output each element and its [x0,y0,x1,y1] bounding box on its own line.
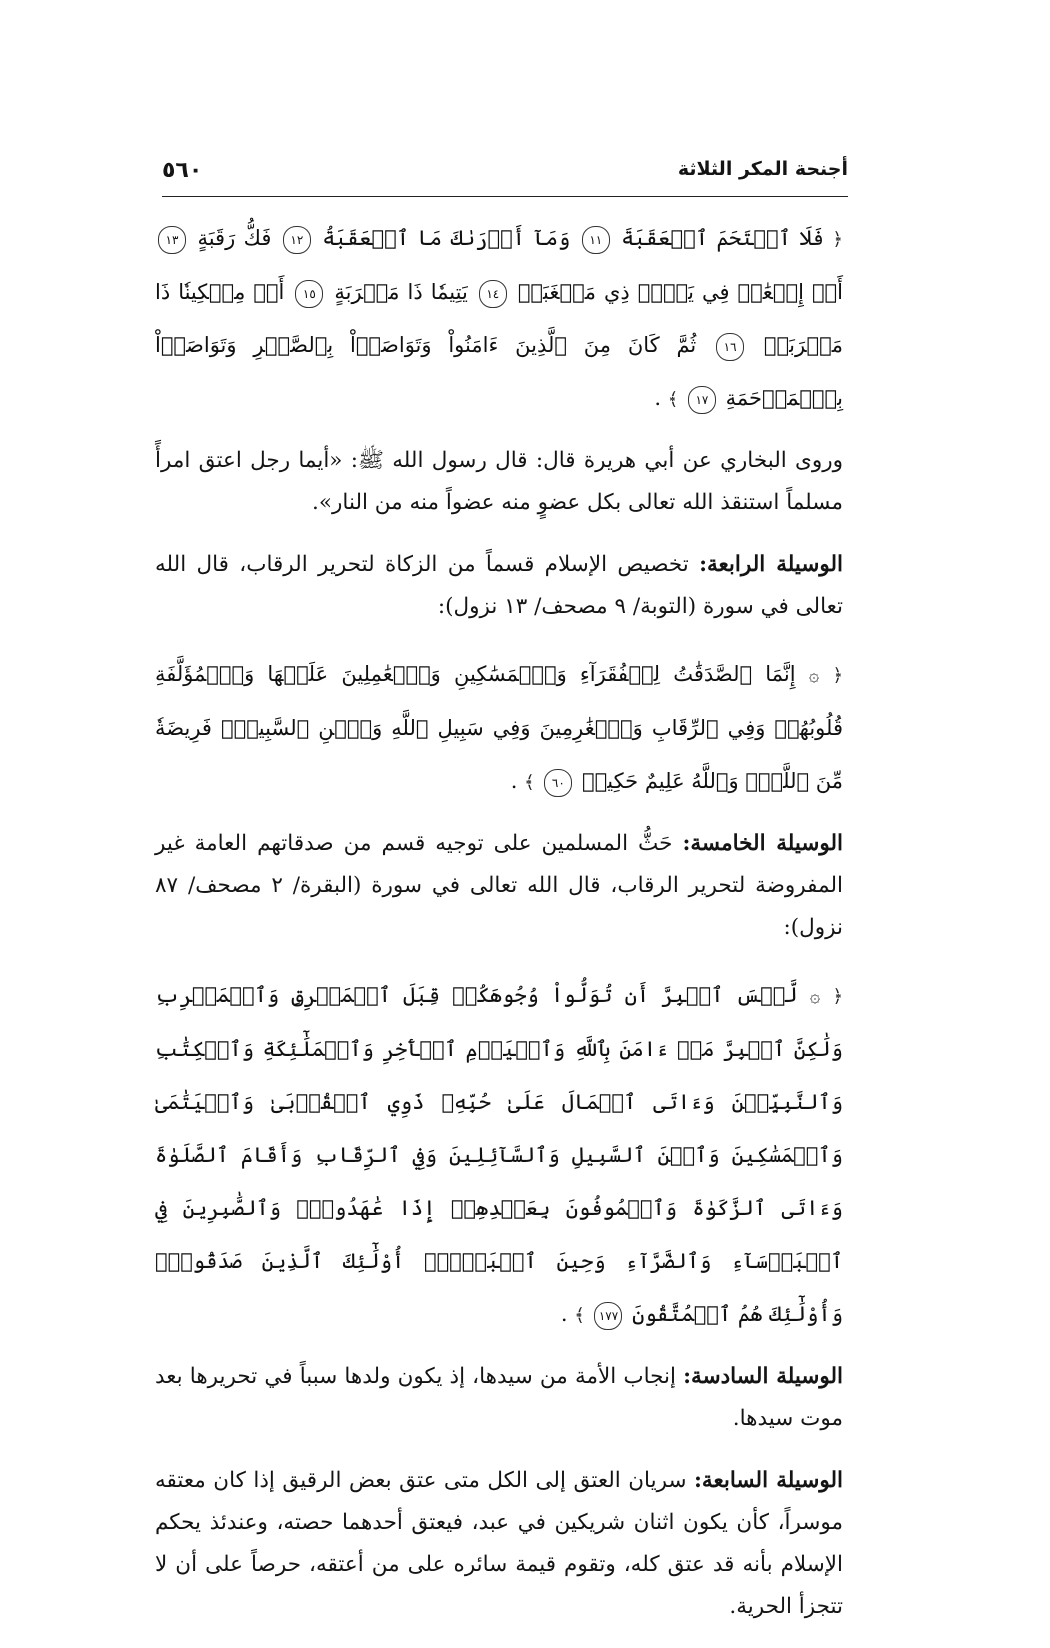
verse-text: فَلَا ٱقۡتَحَمَ ٱلۡعَقَبَةَ [621,226,824,250]
hadith-paragraph: وروى البخاري عن أبي هريرة قال: قال رسول الله ﷺ: «أيما رجل اعتق امرأً مسلماً استنقذ الله تعالى بكل عضوٍ منه عضواً منه من النار». [155,448,843,515]
verse-text: إِنَّمَا ٱلصَّدَقَٰتُ لِلۡفُقَرَآءِ وَٱلۡمَسَٰكِينِ وَٱلۡعَٰمِلِينَ عَلَيۡهَا وَٱلۡمُؤَلَّفَةِ قُلُوبُهُمۡ وَفِي ٱلرِّقَابِ وَٱلۡغَٰرِمِينَ وَفِي سَبِيلِ ٱللَّهِ وَٱبۡنِ ٱلسَّبِيلِۖ فَرِيضَةٗ مِّنَ ٱللَّهِۗ وَٱللَّهُ عَلِيمٌ حَكِيمٞ [155,662,843,793]
header-title: أجنحة المكر الثلاثة [677,158,848,180]
method-4-label: الوسيلة الرابعة: [699,552,843,577]
quran-verse-baqarah-177 [155,969,843,1342]
verse-text: وَمَآ أَدۡرَىٰكَ مَا ٱلۡعَقَبَةُ [322,226,571,250]
quran-verse-balad [155,212,843,426]
ornate-bracket-open: ﴿ [832,986,843,1007]
method-6-label: الوسيلة السادسة: [683,1364,843,1389]
hizb-star-icon: ۞ [809,986,821,1007]
method-7-text: سريان العتق إلى الكل متى عتق بعض الرقيق إذا كان معتقه موسراً، كأن يكون اثنان شريكين في عبد، فيعتق أحدهما حصته، وعندئذ يحكم الإسلام بأنه قد عتق كله، وتقوم قيمة سائره على من أعتقه، حرصاً على أن لا تتجزأ الحرية. [155,1468,843,1619]
header-rule [162,196,848,197]
ayah-number: ٦٠ [544,769,572,797]
verse-text: ثُمَّ كَانَ مِنَ ٱلَّذِينَ ءَامَنُواْ وَتَوَاصَوۡاْ بِٱلصَّبۡرِ وَتَوَاصَوۡاْ بِٱلۡمَرۡحَمَةِ [155,333,843,410]
ayah-number: ١٢ [283,226,311,254]
ornate-bracket-close: ﴾ [524,772,535,793]
ornate-bracket-open: ﴿ [832,229,843,250]
verse-text: يَتِيمٗا ذَا مَقۡرَبَةٍ [334,280,468,304]
verse-end-mark: . [510,769,518,793]
running-header [162,158,848,188]
hizb-star-icon: ۞ [808,665,820,686]
ayah-number: ١٤ [479,280,507,308]
method-7-label: الوسيلة السابعة: [694,1468,844,1493]
quran-verse-tawbah-60 [155,648,843,809]
method-7-paragraph [155,1460,843,1628]
method-4-paragraph [155,544,843,628]
ornate-bracket-open: ﴿ [832,665,843,686]
ayah-number: ١٧ [688,386,716,414]
verse-text: أَوۡ مِسۡكِينٗا ذَا مَتۡرَبَةٖ [155,280,843,357]
method-5-text: حَثُّ المسلمين على توجيه قسم من صدقاتهم العامة غير المفروضة لتحرير الرقاب، قال الله تعالى في سورة (البقرة/ ٢ مصحف/ ٨٧ نزول): [155,831,843,940]
page-number: ٥٦٠ [162,158,203,183]
ayah-number: ١٣ [158,226,186,254]
verse-text: لَّيۡسَ ٱلۡبِرَّ أَن تُوَلُّواْ وُجُوهَكُمۡ قِبَلَ ٱلۡمَشۡرِقِ وَٱلۡمَغۡرِبِ وَلَٰكِنَّ ٱلۡبِرَّ مَنۡ ءَامَنَ بِٱللَّهِ وَٱلۡيَوۡمِ ٱلۡأٓخِرِ وَٱلۡمَلَٰٓئِكَةِ وَٱلۡكِتَٰبِ وَٱلنَّبِيِّـۧنَ وَءَاتَى ٱلۡمَالَ عَلَىٰ حُبِّهِۦ ذَوِي ٱلۡقُرۡبَىٰ وَٱلۡيَتَٰمَىٰ وَٱلۡمَسَٰكِينَ وَٱبۡنَ ٱلسَّبِيلِ وَٱلسَّآئِلِينَ وَفِي ٱلرِّقَابِ وَأَقَامَ ٱلصَّلَوٰةَ وَءَاتَى ٱلزَّكَوٰةَ وَٱلۡمُوفُونَ بِعَهۡدِهِمۡ إِذَا عَٰهَدُواْۖ وَٱلصَّٰبِرِينَ فِي ٱلۡبَأۡسَآءِ وَٱلضَّرَّآءِ وَحِينَ ٱلۡبَأۡسِۗ أُوْلَٰٓئِكَ ٱلَّذِينَ صَدَقُواْۖ وَأُوْلَٰٓئِكَ هُمُ ٱلۡمُتَّقُونَ [155,983,843,1326]
method-5-paragraph [155,823,843,949]
ayah-number: ١٥ [295,280,323,308]
method-5-label: الوسيلة الخامسة: [682,831,843,856]
verse-text: أَوۡ إِطۡعَٰمٞ فِي يَوۡمٖ ذِي مَسۡغَبَةٖ [517,280,843,304]
verse-end-mark: . [654,386,661,410]
method-6-text: إنجاب الأمة من سيدها، إذ يكون ولدها سبباً في تحريرها بعد موت سيدها. [155,1364,843,1431]
page-content [155,212,843,1648]
method-4-text: تخصيص الإسلام قسماً من الزكاة لتحرير الرقاب، قال الله تعالى في سورة (التوبة/ ٩ مصحف/ ١٣ نزول): [155,552,843,619]
ayah-number: ١٦ [716,333,744,361]
ornate-bracket-close: ﴾ [574,1305,585,1326]
verse-end-mark: . [560,1302,568,1326]
ayah-number: ١١ [582,226,610,254]
method-6-paragraph [155,1356,843,1440]
ayah-number: ١٧٧ [594,1302,622,1330]
verse-text: فَكُّ رَقَبَةٍ [197,226,272,250]
ornate-bracket-close: ﴾ [667,389,679,410]
